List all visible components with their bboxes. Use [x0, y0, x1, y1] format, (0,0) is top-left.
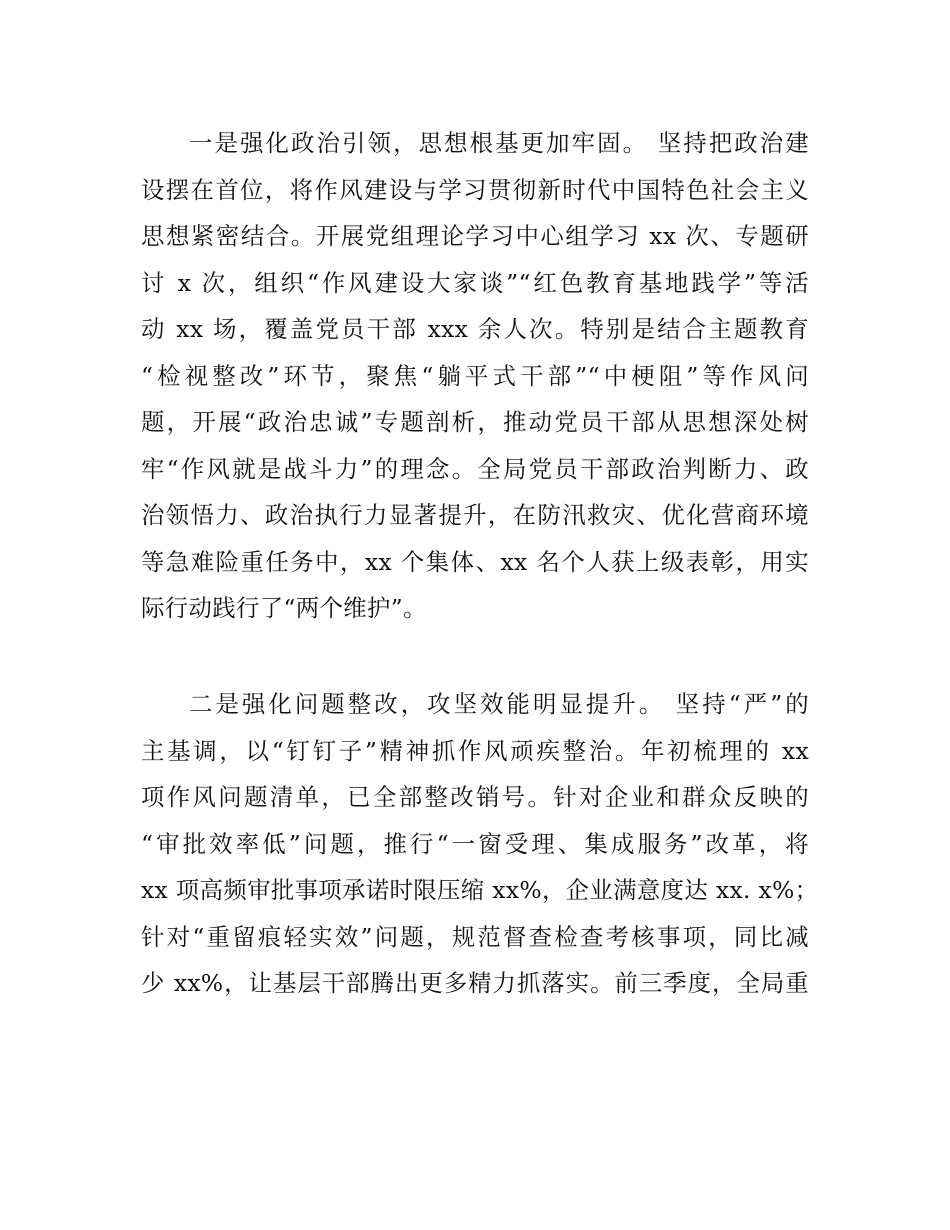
paragraph-line: 针对“重留痕轻实效”问题，规范督查检查考核事项，同比减 [141, 922, 809, 951]
paragraph-line: 思想紧密结合。开展党组理论学习中心组学习 xx 次、专题研 [141, 222, 809, 250]
paragraph-line: 一是强化政治引领，思想根基更加牢固。 坚持把政治建 [189, 129, 809, 157]
paragraph-political-guidance [141, 120, 809, 632]
paragraph-line: “检视整改”环节，聚焦“躺平式干部”“中梗阻”等作风问 [141, 361, 809, 390]
paragraph-line: “审批效率低”问题，推行“一窗受理、集成服务”改革，将 [141, 829, 809, 858]
paragraph-line: 题，开展“政治忠诚”专题剖析，推动党员干部从思想深处树 [141, 408, 809, 436]
paragraph-line: 际行动践行了“两个维护”。 [141, 594, 427, 622]
paragraph-line: 少 xx%，让基层干部腾出更多精力抓落实。前三季度，全局重 [141, 969, 809, 997]
paragraph-line: 牢“作风就是战斗力”的理念。全局党员干部政治判断力、政 [141, 454, 809, 483]
paragraph-line: 项作风问题清单，已全部整改销号。针对企业和群众反映的 [141, 783, 809, 811]
paragraph-line: 讨 x 次，组织“作风建设大家谈”“红色教育基地践学”等活 [141, 268, 809, 297]
paragraph-line: xx 项高频审批事项承诺时限压缩 xx%，企业满意度达 xx. x%； [141, 876, 819, 904]
paragraph-line: 动 xx 场，覆盖党员干部 xxx 余人次。特别是结合主题教育 [141, 315, 809, 343]
paragraph-problem-rectification [141, 681, 819, 1007]
paragraph-line: 治领悟力、政治执行力显著提升，在防汛救灾、优化营商环境 [141, 501, 809, 529]
paragraph-line: 二是强化问题整改，攻坚效能明显提升。 坚持“严”的 [189, 690, 809, 718]
paragraph-line: 设摆在首位，将作风建设与学习贯彻新时代中国特色社会主义 [141, 175, 809, 204]
paragraph-line: 等急难险重任务中，xx 个集体、xx 名个人获上级表彰，用实 [141, 547, 809, 576]
paragraph-line: 主基调，以“钉钉子”精神抓作风顽疾整治。年初梳理的 xx [141, 736, 809, 765]
